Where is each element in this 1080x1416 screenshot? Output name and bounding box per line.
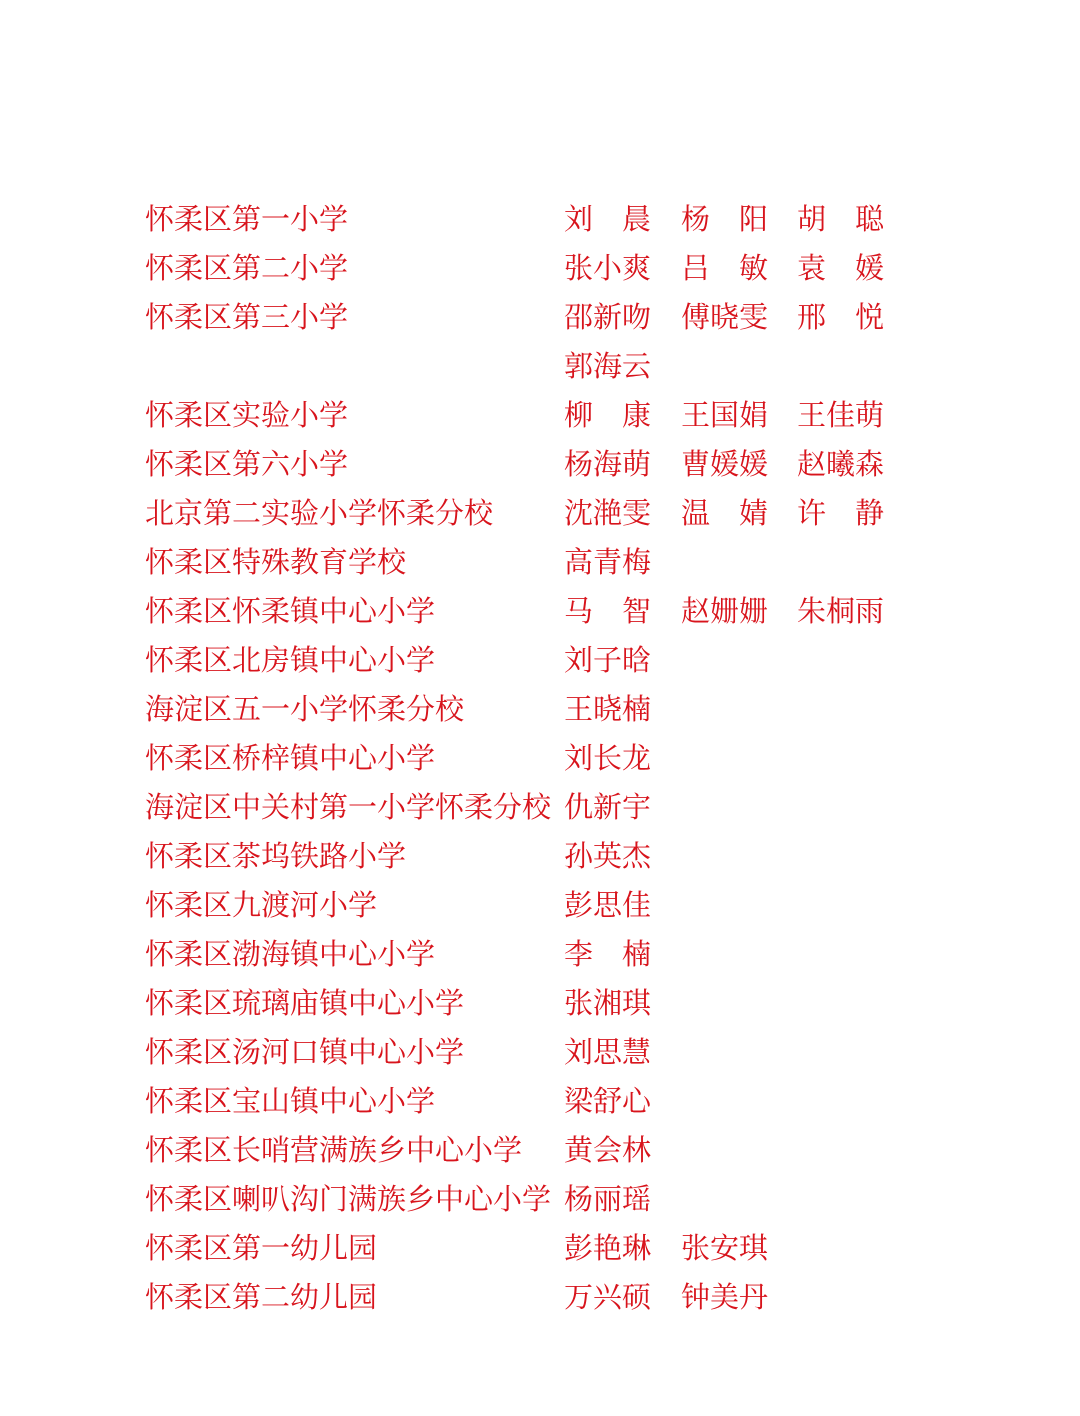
teacher-name [681, 1077, 769, 1126]
teacher-name [797, 1273, 885, 1322]
teacher-name: 温 婧 [681, 496, 769, 530]
teacher-name [797, 685, 885, 734]
list-item [0, 979, 1080, 1028]
teacher-name: 曹媛媛 [681, 447, 769, 481]
teacher-name [797, 832, 885, 881]
list-item [0, 538, 1080, 587]
teacher-name [681, 342, 769, 391]
teacher-name [681, 538, 769, 587]
teacher-name: 柳 康 [564, 398, 652, 432]
teacher-name: 彭艳琳 [564, 1231, 652, 1265]
school-name: 怀柔区九渡河小学 [145, 888, 378, 922]
teacher-name: 张湘琪 [564, 986, 652, 1020]
teacher-name: 许 静 [797, 496, 885, 530]
school-name: 怀柔区特殊教育学校 [145, 545, 407, 579]
teacher-name: 吕 敏 [681, 251, 769, 285]
school-name: 怀柔区第六小学 [145, 447, 349, 481]
teacher-name: 袁 媛 [797, 251, 885, 285]
teacher-name: 王晓楠 [564, 692, 652, 726]
teacher-name: 邵新吻 [564, 300, 652, 334]
teacher-name [681, 734, 769, 783]
list-item [0, 930, 1080, 979]
teacher-name: 王佳萌 [797, 398, 885, 432]
school-name: 怀柔区实验小学 [145, 398, 349, 432]
list-item [0, 636, 1080, 685]
teacher-name [797, 783, 885, 832]
school-name: 海淀区五一小学怀柔分校 [145, 692, 465, 726]
teacher-name: 赵姗姗 [681, 594, 769, 628]
list-item [0, 1077, 1080, 1126]
list-item [0, 1224, 1080, 1273]
school-name: 怀柔区第二小学 [145, 251, 349, 285]
teacher-name: 仇新宇 [564, 790, 652, 824]
teacher-name [797, 1175, 885, 1224]
teacher-name [797, 1126, 885, 1175]
teacher-name [681, 1126, 769, 1175]
list-item [0, 832, 1080, 881]
list-item [0, 489, 1080, 538]
teacher-name: 杨丽瑶 [564, 1182, 652, 1216]
teacher-name [681, 930, 769, 979]
teacher-name: 高青梅 [564, 545, 652, 579]
list-item [0, 1028, 1080, 1077]
school-name: 怀柔区琉璃庙镇中心小学 [145, 986, 465, 1020]
teacher-name [797, 930, 885, 979]
list-item [0, 1175, 1080, 1224]
teacher-name: 傅晓雯 [681, 300, 769, 334]
teacher-name: 杨海萌 [564, 447, 652, 481]
school-name: 海淀区中关村第一小学怀柔分校 [145, 790, 552, 824]
teacher-name: 黄会林 [564, 1133, 652, 1167]
list-item [0, 244, 1080, 293]
teacher-name: 赵曦森 [797, 447, 885, 481]
school-name: 怀柔区第三小学 [145, 300, 349, 334]
list-item [0, 734, 1080, 783]
teacher-name: 杨 阳 [681, 202, 769, 236]
teacher-name: 彭思佳 [564, 888, 652, 922]
school-name: 怀柔区渤海镇中心小学 [145, 937, 436, 971]
teacher-name: 胡 聪 [797, 202, 885, 236]
list-item [0, 685, 1080, 734]
list-item [0, 293, 1080, 342]
list-item [0, 1126, 1080, 1175]
teacher-name: 邢 悦 [797, 300, 885, 334]
teacher-name: 刘长龙 [564, 741, 652, 775]
list-item [0, 391, 1080, 440]
school-name [145, 342, 560, 391]
school-name: 怀柔区茶坞铁路小学 [145, 839, 407, 873]
school-name: 怀柔区怀柔镇中心小学 [145, 594, 436, 628]
school-name: 怀柔区第二幼儿园 [145, 1280, 378, 1314]
teacher-name [797, 538, 885, 587]
teacher-name [681, 636, 769, 685]
school-name: 怀柔区宝山镇中心小学 [145, 1084, 436, 1118]
list-item [0, 783, 1080, 832]
teacher-name: 万兴硕 [564, 1280, 652, 1314]
teacher-name: 郭海云 [564, 349, 652, 383]
teacher-name [681, 979, 769, 1028]
teacher-name: 朱桐雨 [797, 594, 885, 628]
teacher-name: 刘 晨 [564, 202, 652, 236]
teacher-name [681, 1175, 769, 1224]
teacher-name: 马 智 [564, 594, 652, 628]
teacher-name: 梁舒心 [564, 1084, 652, 1118]
teacher-name [797, 881, 885, 930]
teacher-name [797, 1224, 885, 1273]
list-item [0, 342, 1080, 391]
teacher-name [797, 979, 885, 1028]
school-name: 怀柔区第一幼儿园 [145, 1231, 378, 1265]
school-name: 怀柔区长哨营满族乡中心小学 [145, 1133, 523, 1167]
school-name: 北京第二实验小学怀柔分校 [145, 496, 494, 530]
teacher-name [681, 783, 769, 832]
list-item [0, 1273, 1080, 1322]
teacher-name [797, 1028, 885, 1077]
teacher-name [797, 1077, 885, 1126]
list-item [0, 195, 1080, 244]
school-name: 怀柔区北房镇中心小学 [145, 643, 436, 677]
teacher-name [681, 832, 769, 881]
list-item [0, 587, 1080, 636]
teacher-name: 张安琪 [681, 1231, 769, 1265]
list-item [0, 440, 1080, 489]
teacher-name: 沈滟雯 [564, 496, 652, 530]
teacher-name: 王国娟 [681, 398, 769, 432]
school-name: 怀柔区汤河口镇中心小学 [145, 1035, 465, 1069]
teacher-name: 钟美丹 [681, 1280, 769, 1314]
teacher-name [681, 1028, 769, 1077]
school-name: 怀柔区桥梓镇中心小学 [145, 741, 436, 775]
teacher-name [797, 342, 885, 391]
list-item [0, 881, 1080, 930]
teacher-name: 刘思慧 [564, 1035, 652, 1069]
teacher-name [797, 636, 885, 685]
school-name: 怀柔区第一小学 [145, 202, 349, 236]
teacher-name: 张小爽 [564, 251, 652, 285]
school-name: 怀柔区喇叭沟门满族乡中心小学 [145, 1182, 552, 1216]
teacher-name: 孙英杰 [564, 839, 652, 873]
teacher-name: 李 楠 [564, 937, 652, 971]
teacher-name [681, 685, 769, 734]
teacher-name [797, 734, 885, 783]
teacher-name [681, 881, 769, 930]
teacher-name: 刘子晗 [564, 643, 652, 677]
